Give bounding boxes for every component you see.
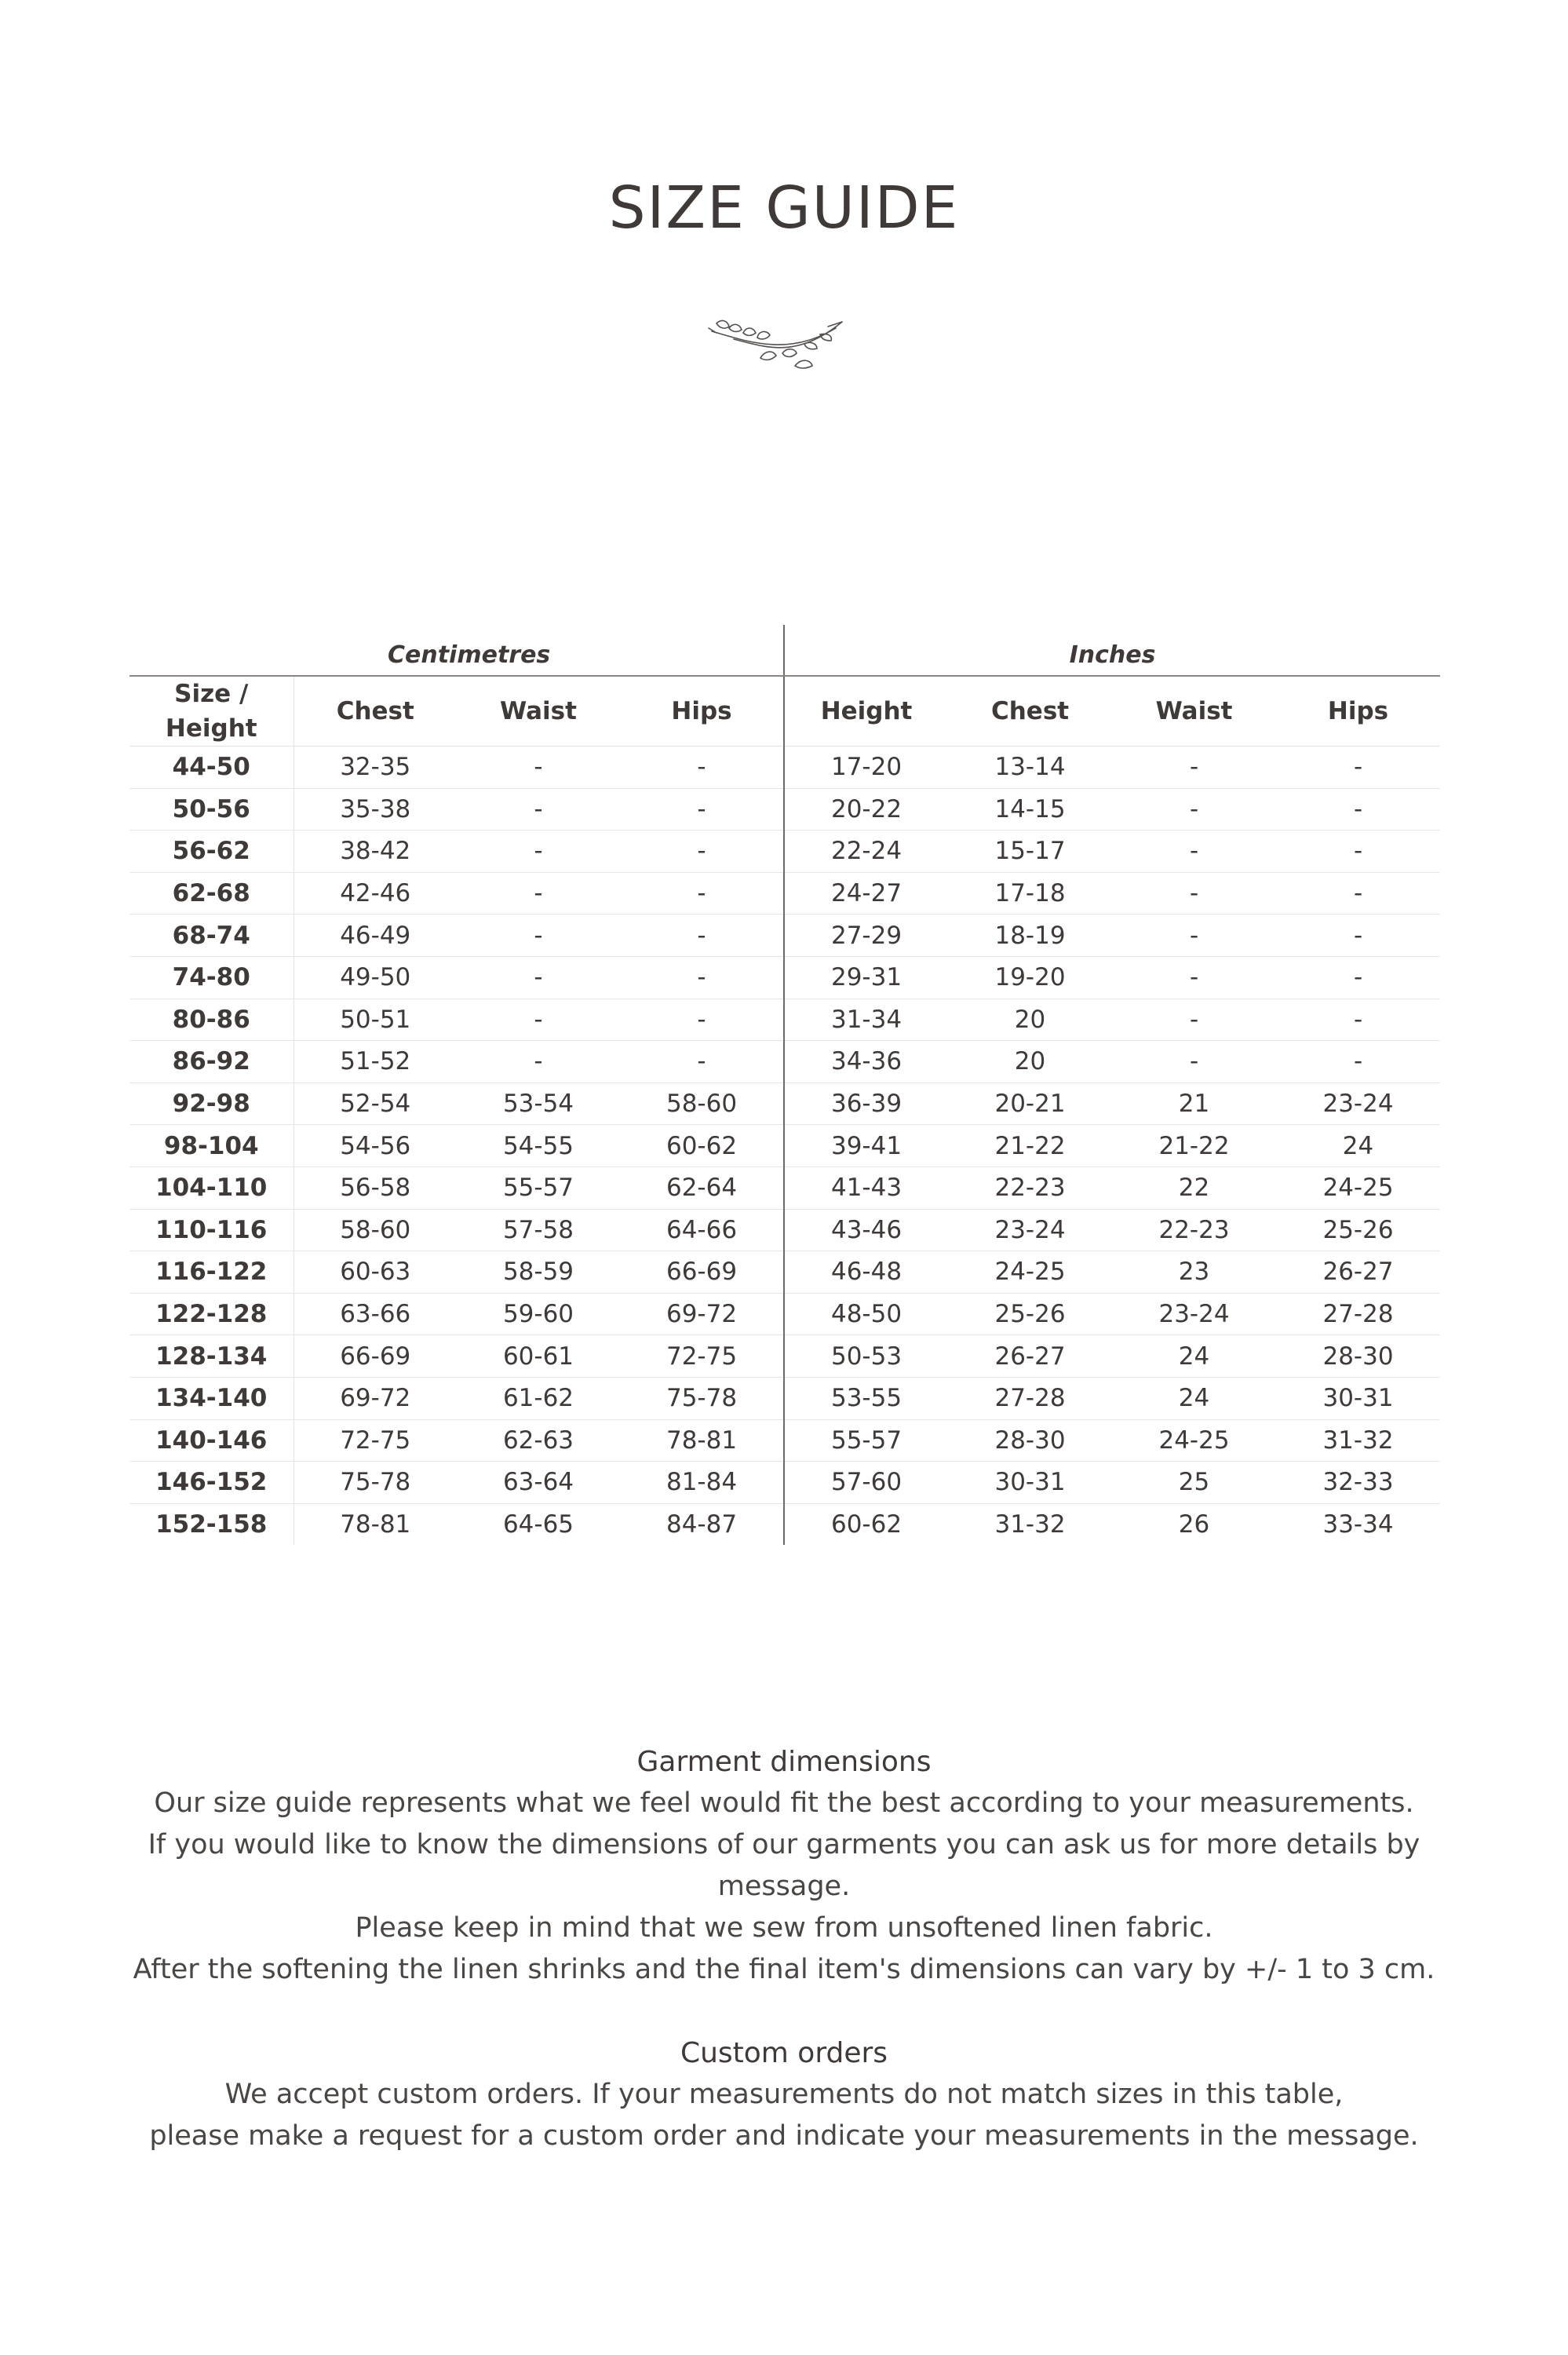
- table-row: [129, 1083, 1440, 1125]
- unit-header-row: [129, 625, 1440, 676]
- in-hips-cell: 30-31: [1276, 1377, 1440, 1419]
- cm-waist-cell: -: [457, 999, 620, 1041]
- size-cell: 80-86: [129, 999, 294, 1041]
- cm-chest-cell: 56-58: [294, 1167, 457, 1209]
- cm-waist-cell: 57-58: [457, 1209, 620, 1251]
- in-chest-cell: 25-26: [948, 1293, 1112, 1335]
- size-cell: 116-122: [129, 1251, 294, 1294]
- in-chest-cell: 17-18: [948, 872, 1112, 915]
- in-chest-cell: 20-21: [948, 1083, 1112, 1125]
- custom-text-line-1: We accept custom orders. If your measurements do not match sizes in this table,: [224, 2079, 1344, 2110]
- in-hips-cell: 26-27: [1276, 1251, 1440, 1294]
- cm-hips-cell: 84-87: [620, 1503, 784, 1545]
- size-cell: 62-68: [129, 872, 294, 915]
- size-cell: 56-62: [129, 831, 294, 873]
- cm-hips-cell: 75-78: [620, 1377, 784, 1419]
- in-height-cell: 34-36: [784, 1041, 948, 1083]
- cm-waist-cell: 60-61: [457, 1335, 620, 1378]
- in-hips-cell: 25-26: [1276, 1209, 1440, 1251]
- in-height-cell: 27-29: [784, 915, 948, 957]
- garment-dimensions-heading: Garment dimensions: [636, 1746, 932, 1778]
- size-cell: 104-110: [129, 1167, 294, 1209]
- in-waist-cell: 22: [1112, 1167, 1276, 1209]
- garment-text-line-2: If you would like to know the dimensions of our garments you can ask us for more details by message.: [148, 1829, 1420, 1902]
- in-waist-cell: -: [1112, 788, 1276, 831]
- in-hips-cell: -: [1276, 872, 1440, 915]
- in-chest-cell: 22-23: [948, 1167, 1112, 1209]
- cm-hips-cell: 69-72: [620, 1293, 784, 1335]
- cm-waist-cell: 62-63: [457, 1419, 620, 1462]
- table-row: [129, 831, 1440, 873]
- cm-chest-cell: 50-51: [294, 999, 457, 1041]
- in-waist-cell: 23: [1112, 1251, 1276, 1294]
- section-spacer: [0, 1991, 1568, 2032]
- in-chest-cell: 14-15: [948, 788, 1112, 831]
- cm-chest-cell: 38-42: [294, 831, 457, 873]
- in-chest-cell: 13-14: [948, 747, 1112, 789]
- custom-text-line-2: please make a request for a custom order and indicate your measurements in the message.: [149, 2120, 1419, 2152]
- in-height-cell: 36-39: [784, 1083, 948, 1125]
- cm-waist-cell: -: [457, 915, 620, 957]
- cm-waist-cell: -: [457, 872, 620, 915]
- in-height-cell: 43-46: [784, 1209, 948, 1251]
- in-hips-cell: 32-33: [1276, 1462, 1440, 1504]
- cm-chest-cell: 54-56: [294, 1125, 457, 1167]
- garment-text-line-4: After the softening the linen shrinks and the final item's dimensions can vary by +/- 1 to 3 cm.: [133, 1954, 1435, 1985]
- centimetres-group-header: Centimetres: [294, 625, 784, 676]
- in-height-header: Height: [784, 676, 948, 747]
- inches-group-header: Inches: [784, 625, 1440, 676]
- cm-waist-cell: 54-55: [457, 1125, 620, 1167]
- cm-chest-cell: 32-35: [294, 747, 457, 789]
- table-row: [129, 999, 1440, 1041]
- cm-waist-cell: 63-64: [457, 1462, 620, 1504]
- cm-hips-cell: 64-66: [620, 1209, 784, 1251]
- table-row: [129, 1293, 1440, 1335]
- cm-waist-header: Waist: [457, 676, 620, 747]
- size-cell: 98-104: [129, 1125, 294, 1167]
- size-cell: 140-146: [129, 1419, 294, 1462]
- cm-hips-cell: -: [620, 1041, 784, 1083]
- in-height-cell: 39-41: [784, 1125, 948, 1167]
- cm-chest-cell: 63-66: [294, 1293, 457, 1335]
- in-waist-cell: -: [1112, 831, 1276, 873]
- in-chest-cell: 24-25: [948, 1251, 1112, 1294]
- cm-chest-header: Chest: [294, 676, 457, 747]
- cm-chest-cell: 51-52: [294, 1041, 457, 1083]
- in-waist-cell: -: [1112, 872, 1276, 915]
- in-waist-cell: -: [1112, 956, 1276, 999]
- in-hips-cell: -: [1276, 999, 1440, 1041]
- size-chart-table: [129, 625, 1440, 1545]
- in-chest-cell: 27-28: [948, 1377, 1112, 1419]
- size-cell: 134-140: [129, 1377, 294, 1419]
- cm-chest-cell: 72-75: [294, 1419, 457, 1462]
- table-row: [129, 1041, 1440, 1083]
- in-height-cell: 20-22: [784, 788, 948, 831]
- cm-hips-cell: 78-81: [620, 1419, 784, 1462]
- in-waist-cell: 21: [1112, 1083, 1276, 1125]
- size-cell: 122-128: [129, 1293, 294, 1335]
- size-cell: 86-92: [129, 1041, 294, 1083]
- cm-hips-cell: 72-75: [620, 1335, 784, 1378]
- in-chest-cell: 30-31: [948, 1462, 1112, 1504]
- in-hips-cell: 31-32: [1276, 1419, 1440, 1462]
- in-waist-cell: 24: [1112, 1335, 1276, 1378]
- table-row: [129, 1462, 1440, 1504]
- size-cell: 152-158: [129, 1503, 294, 1545]
- size-table-body: [129, 747, 1440, 1546]
- leaf-sprig-icon: [702, 311, 859, 374]
- in-chest-cell: 26-27: [948, 1335, 1112, 1378]
- table-row: [129, 747, 1440, 789]
- in-height-cell: 22-24: [784, 831, 948, 873]
- cm-chest-cell: 46-49: [294, 915, 457, 957]
- in-waist-cell: 23-24: [1112, 1293, 1276, 1335]
- in-height-cell: 46-48: [784, 1251, 948, 1294]
- cm-waist-cell: 55-57: [457, 1167, 620, 1209]
- cm-chest-cell: 35-38: [294, 788, 457, 831]
- in-waist-cell: -: [1112, 747, 1276, 789]
- cm-hips-cell: -: [620, 915, 784, 957]
- cm-waist-cell: 59-60: [457, 1293, 620, 1335]
- in-hips-cell: 28-30: [1276, 1335, 1440, 1378]
- in-hips-cell: -: [1276, 956, 1440, 999]
- unit-header-spacer: [129, 625, 294, 676]
- size-cell: 68-74: [129, 915, 294, 957]
- notes-section: [0, 1741, 1568, 2157]
- table-row: [129, 788, 1440, 831]
- in-waist-cell: 22-23: [1112, 1209, 1276, 1251]
- table-row: [129, 915, 1440, 957]
- cm-hips-cell: 81-84: [620, 1462, 784, 1504]
- table-row: [129, 1167, 1440, 1209]
- column-header-row: [129, 676, 1440, 747]
- cm-hips-cell: 66-69: [620, 1251, 784, 1294]
- in-hips-cell: 24: [1276, 1125, 1440, 1167]
- in-waist-cell: -: [1112, 915, 1276, 957]
- in-chest-cell: 23-24: [948, 1209, 1112, 1251]
- in-waist-cell: -: [1112, 1041, 1276, 1083]
- in-hips-cell: -: [1276, 747, 1440, 789]
- in-hips-cell: -: [1276, 788, 1440, 831]
- in-hips-cell: -: [1276, 831, 1440, 873]
- in-chest-header: Chest: [948, 676, 1112, 747]
- garment-text-line-1: Our size guide represents what we feel would fit the best according to your measurements.: [154, 1787, 1414, 1819]
- cm-chest-cell: 52-54: [294, 1083, 457, 1125]
- in-waist-cell: 24-25: [1112, 1419, 1276, 1462]
- cm-hips-cell: -: [620, 747, 784, 789]
- in-height-cell: 57-60: [784, 1462, 948, 1504]
- in-height-cell: 48-50: [784, 1293, 948, 1335]
- cm-chest-cell: 42-46: [294, 872, 457, 915]
- in-chest-cell: 31-32: [994, 1510, 1066, 1539]
- size-cell: 92-98: [129, 1083, 294, 1125]
- cm-waist-cell: 53-54: [457, 1083, 620, 1125]
- cm-waist-cell: 58-59: [457, 1251, 620, 1294]
- table-row: [129, 956, 1440, 999]
- table-row: [129, 1419, 1440, 1462]
- size-height-header: Size / Height: [129, 676, 294, 747]
- in-waist-cell: 25: [1112, 1462, 1276, 1504]
- garment-text-line-3: Please keep in mind that we sew from unsoftened linen fabric.: [355, 1912, 1213, 1944]
- cm-hips-cell: 58-60: [620, 1083, 784, 1125]
- in-height-cell: 24-27: [784, 872, 948, 915]
- cm-hips-cell: -: [620, 956, 784, 999]
- cm-waist-cell: 61-62: [457, 1377, 620, 1419]
- in-height-cell: 50-53: [784, 1335, 948, 1378]
- size-cell: 128-134: [129, 1335, 294, 1378]
- cm-hips-cell: 62-64: [620, 1167, 784, 1209]
- size-cell: 44-50: [129, 747, 294, 789]
- table-row: [129, 1335, 1440, 1378]
- cm-waist-cell: -: [457, 956, 620, 999]
- in-height-cell: 31-34: [784, 999, 948, 1041]
- cm-waist-cell: -: [457, 747, 620, 789]
- in-chest-cell: 20: [948, 1041, 1112, 1083]
- in-height-cell: 29-31: [784, 956, 948, 999]
- table-row: [129, 1503, 1440, 1545]
- cm-hips-cell: -: [620, 788, 784, 831]
- in-hips-cell: 27-28: [1276, 1293, 1440, 1335]
- cm-waist-cell: -: [457, 1041, 620, 1083]
- cm-hips-cell: -: [620, 831, 784, 873]
- in-waist-header: Waist: [1112, 676, 1276, 747]
- custom-orders-heading: Custom orders: [680, 2037, 888, 2069]
- cm-chest-cell: 69-72: [294, 1377, 457, 1419]
- in-chest-cell: 18-19: [948, 915, 1112, 957]
- in-waist-cell: 26: [1178, 1510, 1210, 1539]
- table-row: [129, 1377, 1440, 1419]
- cm-chest-cell: 49-50: [294, 956, 457, 999]
- in-height-cell: 17-20: [784, 747, 948, 789]
- cm-chest-cell: 58-60: [294, 1209, 457, 1251]
- cm-hips-cell: 60-62: [620, 1125, 784, 1167]
- table-row: [129, 872, 1440, 915]
- in-hips-cell: 33-34: [1322, 1510, 1394, 1539]
- in-height-cell: 55-57: [784, 1419, 948, 1462]
- in-chest-cell: 28-30: [948, 1419, 1112, 1462]
- cm-chest-cell: 66-69: [294, 1335, 457, 1378]
- in-waist-cell: 21-22: [1112, 1125, 1276, 1167]
- in-hips-cell: 23-24: [1276, 1083, 1440, 1125]
- table-row: [129, 1209, 1440, 1251]
- size-cell: 74-80: [129, 956, 294, 999]
- in-chest-cell: 20: [948, 999, 1112, 1041]
- in-chest-cell: 21-22: [948, 1125, 1112, 1167]
- table-row: [129, 1251, 1440, 1294]
- cm-chest-cell: 60-63: [294, 1251, 457, 1294]
- cm-chest-cell: 78-81: [340, 1510, 411, 1539]
- size-cell: 110-116: [129, 1209, 294, 1251]
- page-title: SIZE GUIDE: [608, 174, 960, 242]
- cm-chest-cell: 75-78: [294, 1462, 457, 1504]
- cm-hips-header: Hips: [620, 676, 784, 747]
- in-hips-header: Hips: [1276, 676, 1440, 747]
- cm-hips-cell: -: [620, 872, 784, 915]
- cm-waist-cell: -: [457, 831, 620, 873]
- in-hips-cell: -: [1276, 1041, 1440, 1083]
- in-chest-cell: 19-20: [948, 956, 1112, 999]
- in-hips-cell: 24-25: [1276, 1167, 1440, 1209]
- in-waist-cell: 24: [1112, 1377, 1276, 1419]
- size-cell: 50-56: [129, 788, 294, 831]
- cm-waist-cell: 64-65: [502, 1510, 574, 1539]
- cm-waist-cell: -: [457, 788, 620, 831]
- table-row: [129, 1125, 1440, 1167]
- in-height-cell: 41-43: [784, 1167, 948, 1209]
- in-height-cell: 60-62: [830, 1510, 903, 1539]
- size-cell: 146-152: [129, 1462, 294, 1504]
- in-chest-cell: 15-17: [948, 831, 1112, 873]
- in-hips-cell: -: [1276, 915, 1440, 957]
- in-height-cell: 53-55: [784, 1377, 948, 1419]
- cm-hips-cell: -: [620, 999, 784, 1041]
- in-waist-cell: -: [1112, 999, 1276, 1041]
